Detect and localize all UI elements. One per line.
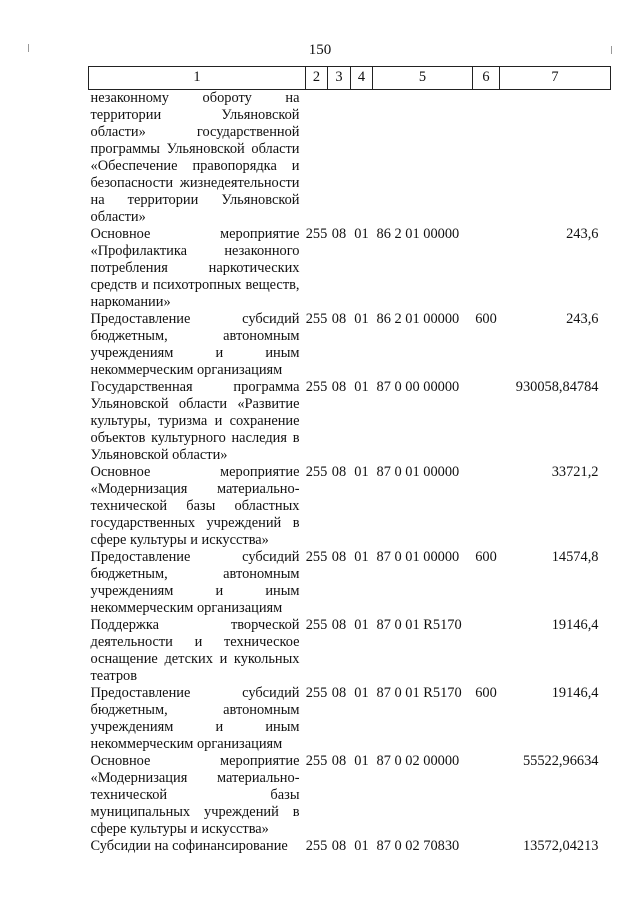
table-row [89,838,611,855]
cell-amount: 930058,84784 [515,379,599,395]
cell-subsection [351,90,373,227]
row-name: Предоставление субсидий бюджетным, автономным учреждениям и иным некоммерческим организациям [90,685,300,752]
cell-subsection: 01 [354,685,369,701]
cell-subsection: 01 [354,311,369,327]
cell-target-item: 87 0 01 00000 [376,549,460,565]
cell-expense-type [473,838,500,855]
cell-ministry-code: 255 [305,226,328,242]
cell-target-item: 87 0 01 R5170 [376,685,462,701]
column-header: 5 [373,67,473,90]
cell-ministry-code: 255 [305,464,328,480]
cell-amount: 33721,2 [551,464,599,480]
table-row [89,226,611,311]
cell-section: 08 [331,464,347,480]
cell-section: 08 [331,549,347,565]
cell-ministry-code: 255 [305,838,328,854]
cell-target-item: 87 0 00 00000 [376,379,460,395]
cell-ministry-code: 255 [305,311,328,327]
cell-amount: 13572,04213 [522,838,599,854]
row-name: Государственная программа Ульяновской области «Развитие культуры, туризма и сохранение объектов культурного наследия в Ульяновской области» [90,379,300,463]
cell-target-item: 87 0 02 00000 [376,753,460,769]
table-row [89,685,611,753]
cell-amount: 19146,4 [551,617,599,633]
cell-expense-type [473,226,500,311]
row-name: Основное мероприятие «Модернизация материально-технической базы муниципальных учреждений в сфере культуры и искусства» [90,753,300,837]
cell-target-item [373,90,473,227]
cell-target-item: 86 2 01 00000 [376,311,460,327]
cell-target-item: 86 2 01 00000 [376,226,460,242]
cell-expense-type [473,617,500,685]
cell-section: 08 [331,226,347,242]
row-name: Основное мероприятие «Профилактика незаконного потребления наркотических средств и психотропных веществ, наркомании» [90,226,300,310]
row-name: Предоставление субсидий бюджетным, автономным учреждениям и иным некоммерческим организациям [90,311,300,378]
cell-expense-type: 600 [475,549,497,565]
cell-section: 08 [331,685,347,701]
table-header-row [89,67,611,90]
cell-subsection: 01 [354,617,369,633]
cell-subsection: 01 [354,753,369,769]
cell-subsection: 01 [354,226,369,242]
cell-section: 08 [331,838,347,854]
cell-expense-type [473,379,500,464]
row-name: Субсидии на софинансирование [90,838,288,854]
cell-section: 08 [331,753,347,769]
table-row [89,549,611,617]
page-number: 150 [308,42,332,58]
column-header: 1 [89,67,306,90]
cell-expense-type [473,753,500,838]
row-name: Поддержка творческой деятельности и техническое оснащение детских и кукольных театров [90,617,300,684]
row-name: незаконному обороту на территории Ульяновской области» государственной программы Ульяновской области «Обеспечение правопорядка и безопасности жизнедеятельности на территории Ульяновской области» [90,90,300,225]
table-row [89,753,611,838]
cell-ministry-code: 255 [305,549,328,565]
row-name: Предоставление субсидий бюджетным, автономным учреждениям и иным некоммерческим организациям [90,549,300,616]
cell-amount: 19146,4 [551,685,599,701]
row-name: Основное мероприятие «Модернизация материально-технической базы областных государственных учреждений в сфере культуры и искусства» [90,464,300,548]
cell-ministry-code: 255 [305,379,328,395]
cell-expense-type [473,464,500,549]
table-row [89,379,611,464]
table-row [89,90,611,227]
column-header: 4 [351,67,373,90]
column-header: 2 [306,67,328,90]
cell-subsection: 01 [354,379,369,395]
cell-section: 08 [331,311,347,327]
cell-amount: 55522,96634 [522,753,599,769]
cell-subsection: 01 [354,464,369,480]
cell-target-item: 87 0 01 R5170 [376,617,462,633]
cell-subsection: 01 [354,838,369,854]
budget-table [88,66,611,855]
cell-section: 08 [331,617,347,633]
cell-amount: 243,6 [566,226,599,242]
cell-ministry-code: 255 [305,753,328,769]
table-row [89,617,611,685]
cell-expense-type [473,90,500,227]
cell-expense-type: 600 [475,311,497,327]
column-header: 7 [500,67,611,90]
scan-mark [611,46,612,54]
cell-amount: 243,6 [566,311,599,327]
table-row [89,311,611,379]
cell-amount [500,90,611,227]
cell-ministry-code [306,90,328,227]
cell-target-item: 87 0 02 70830 [376,838,460,854]
cell-expense-type: 600 [475,685,497,701]
cell-section: 08 [331,379,347,395]
cell-amount: 14574,8 [551,549,599,565]
cell-section [328,90,351,227]
table-row [89,464,611,549]
cell-ministry-code: 255 [305,685,328,701]
column-header: 3 [328,67,351,90]
scan-mark [28,44,29,52]
cell-ministry-code: 255 [305,617,328,633]
cell-target-item: 87 0 01 00000 [376,464,460,480]
column-header: 6 [473,67,500,90]
cell-subsection: 01 [354,549,369,565]
